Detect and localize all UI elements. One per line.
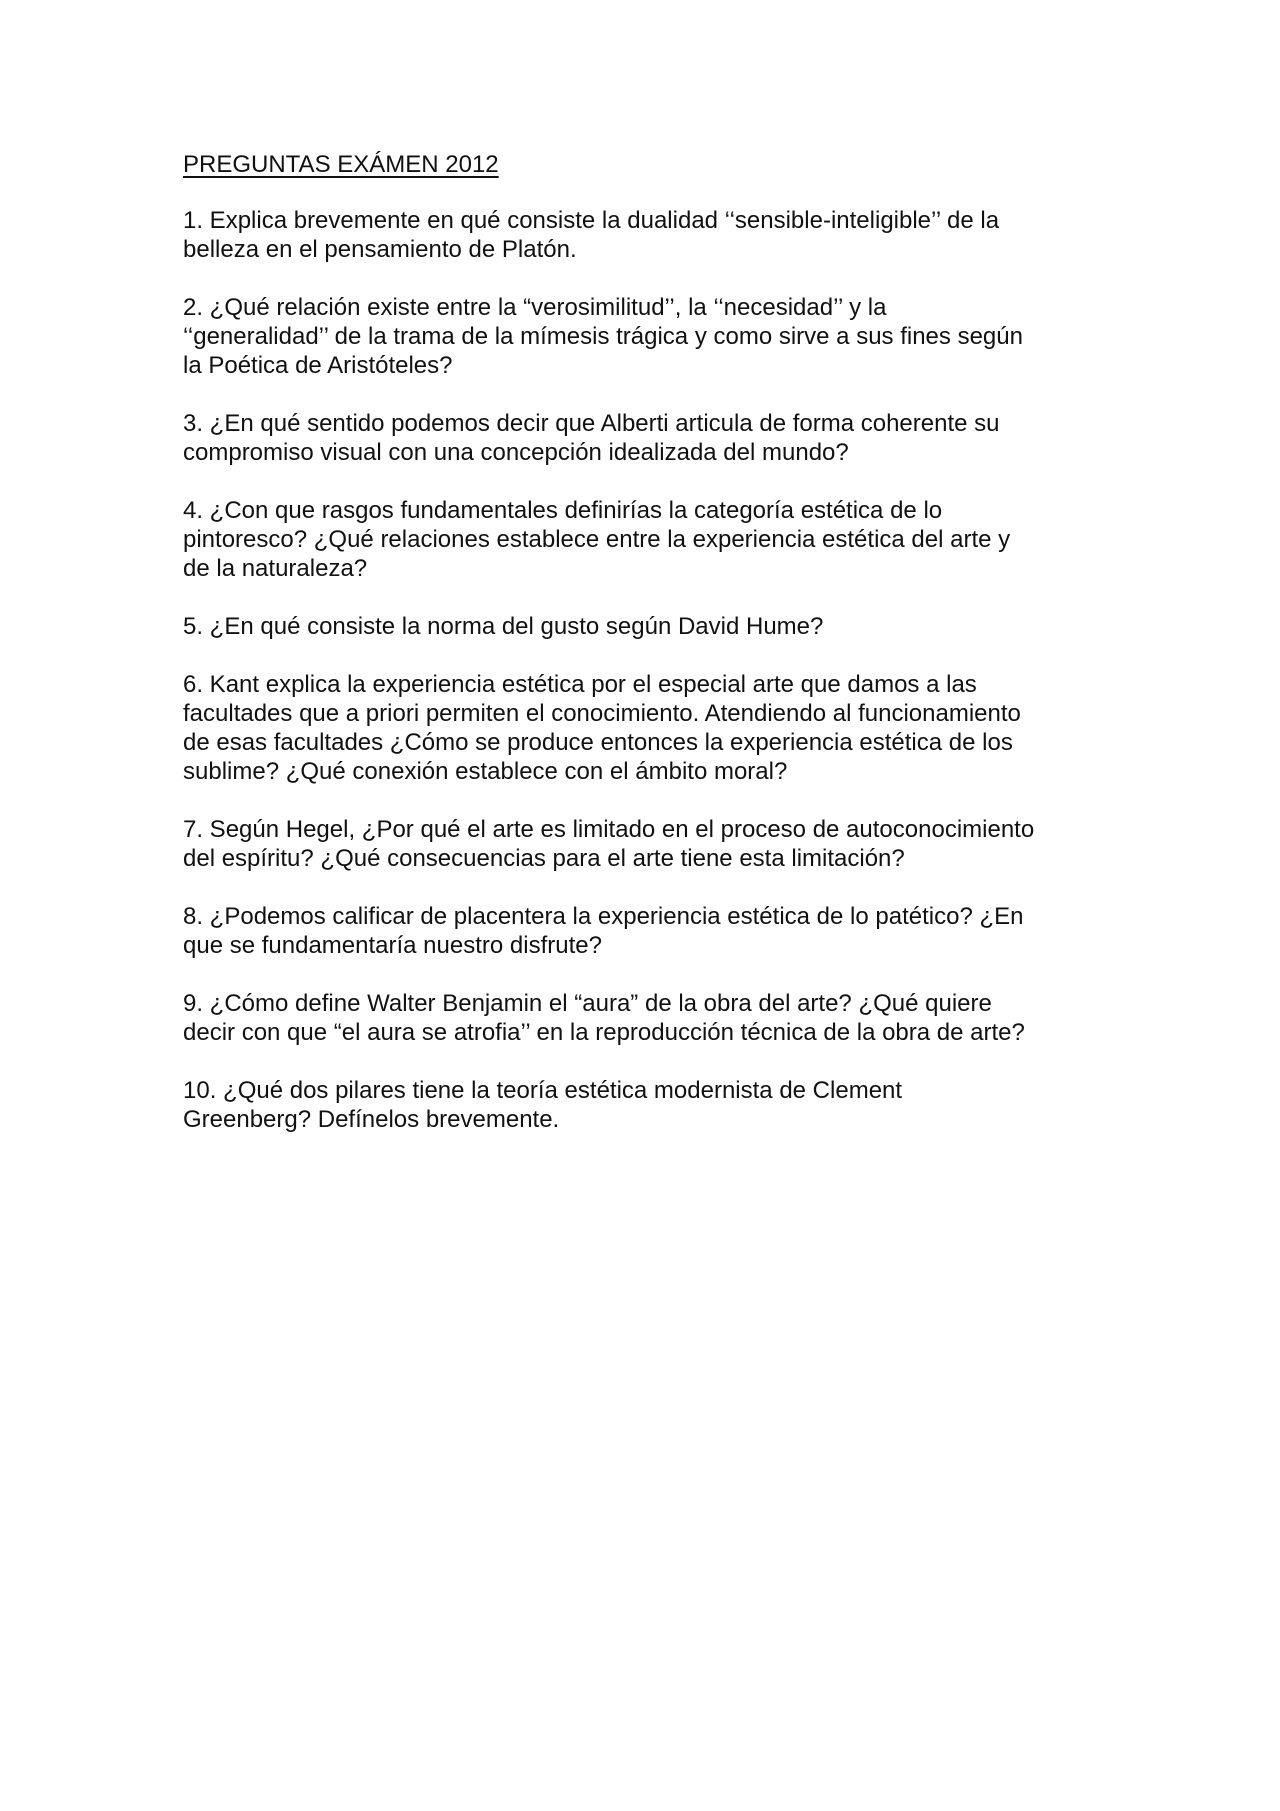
question-line: 10. ¿Qué dos pilares tiene la teoría estética modernista de Clement <box>183 1077 903 1104</box>
document-content <box>183 150 1123 1163</box>
question-3 <box>183 409 1123 467</box>
question-line: compromiso visual con una concepción idealizada del mundo? <box>183 439 849 466</box>
question-line: 4. ¿Con que rasgos fundamentales definirías la categoría estética de lo <box>183 497 943 524</box>
question-9 <box>183 989 1123 1047</box>
question-line: del espíritu? ¿Qué consecuencias para el arte tiene esta limitación? <box>183 845 905 872</box>
question-line: de la naturaleza? <box>183 555 368 582</box>
question-10 <box>183 1076 1123 1134</box>
question-line: 9. ¿Cómo define Walter Benjamin el “aura” de la obra del arte? ¿Qué quiere <box>183 990 992 1017</box>
question-line: 6. Kant explica la experiencia estética por el especial arte que damos a las <box>183 671 977 698</box>
question-line: 7. Según Hegel, ¿Por qué el arte es limitado en el proceso de autoconocimiento <box>183 816 1035 843</box>
question-line: 8. ¿Podemos calificar de placentera la experiencia estética de lo patético? ¿En <box>183 903 1024 930</box>
question-line: sublime? ¿Qué conexión establece con el ámbito moral? <box>183 758 788 785</box>
question-line: ‘‘generalidad’’ de la trama de la mímesis trágica y como sirve a sus fines según <box>183 323 1023 350</box>
question-line: que se fundamentaría nuestro disfrute? <box>183 932 602 959</box>
question-line: facultades que a priori permiten el conocimiento. Atendiendo al funcionamiento <box>183 700 1021 727</box>
question-line: de esas facultades ¿Cómo se produce entonces la experiencia estética de los <box>183 729 1013 756</box>
question-line: belleza en el pensamiento de Platón. <box>183 236 577 263</box>
question-line: 1. Explica brevemente en qué consiste la dualidad ‘‘sensible-inteligible’’ de la <box>183 207 1000 234</box>
question-5 <box>183 612 1123 641</box>
question-1 <box>183 206 1123 264</box>
question-line: la Poética de Aristóteles? <box>183 352 453 379</box>
page-title: PREGUNTAS EXÁMEN 2012 <box>183 151 499 178</box>
question-6 <box>183 670 1123 786</box>
question-line: 2. ¿Qué relación existe entre la “verosimilitud’’, la ‘‘necesidad’’ y la <box>183 294 887 321</box>
question-line: 5. ¿En qué consiste la norma del gusto según David Hume? <box>183 613 824 640</box>
question-7 <box>183 815 1123 873</box>
question-line: decir con que “el aura se atrofia’’ en la reproducción técnica de la obra de arte? <box>183 1019 1025 1046</box>
question-2 <box>183 293 1123 380</box>
question-line: Greenberg? Defínelos brevemente. <box>183 1106 560 1133</box>
question-4 <box>183 496 1123 583</box>
question-8 <box>183 902 1123 960</box>
question-line: 3. ¿En qué sentido podemos decir que Alberti articula de forma coherente su <box>183 410 1000 437</box>
question-line: pintoresco? ¿Qué relaciones establece entre la experiencia estética del arte y <box>183 526 1011 553</box>
